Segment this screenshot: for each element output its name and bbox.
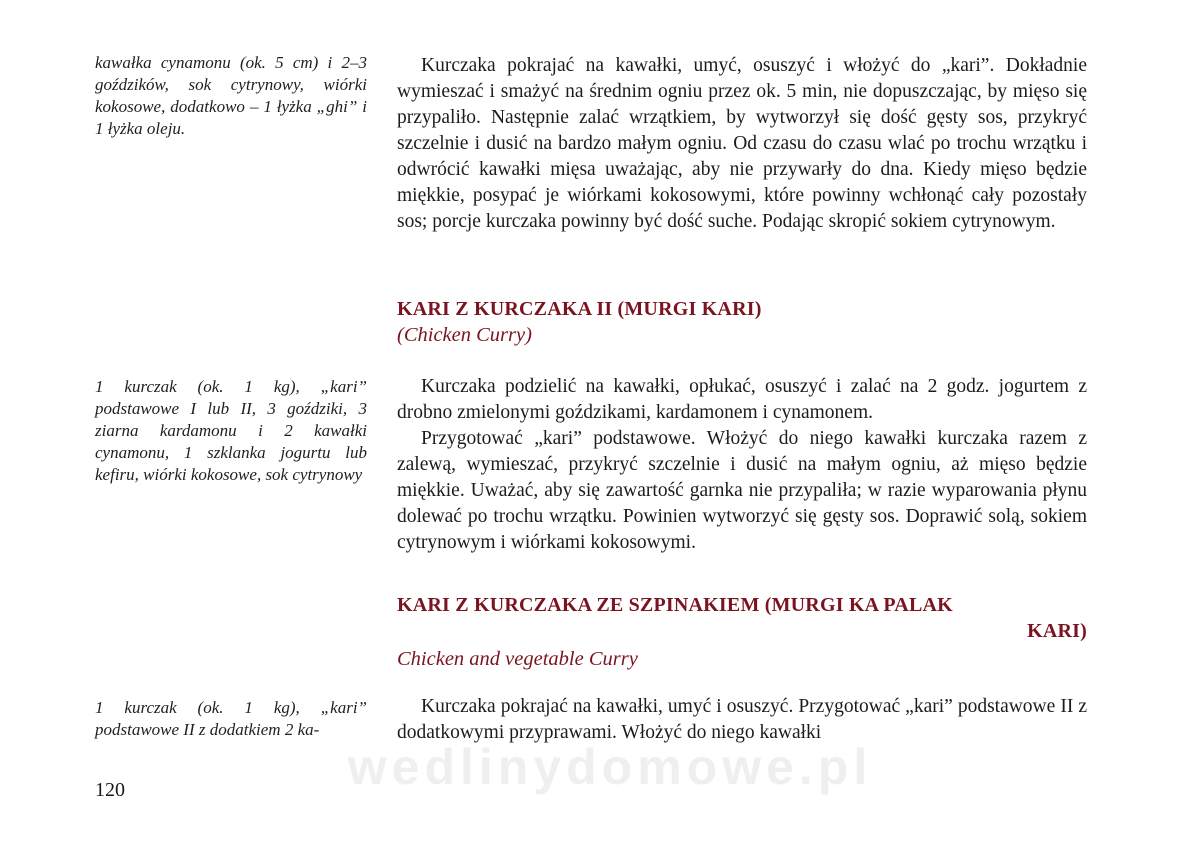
recipe-paragraph: Kurczaka pokrajać na kawałki, umyć, osuszyć i włożyć do „kari”. Dokładnie wymieszać i smażyć na średnim ogniu przez ok. 5 min, nie dopuszczając, by mięso się przypaliło. Następnie zalać wrzątkiem, by wytworzył się dość gęsty sos, przykryć szczelnie i dusić na bardzo małym ogniu. Od czasu do czasu wlać po trochu wrzątku i odwrócić kawałki mięsa uważając, aby nie przywarły do dna. Kiedy mięso będzie miękkie, posypać je wiórkami kokosowymi, które powinny wchłonąć cały pozostały sos; porcje kurczaka powinny być dość suche. Podając skropić sokiem cytrynowym. xyxy=(397,55,1087,232)
recipe-title: KARI Z KURCZAKA ZE SZPINAKIEM (MURGI KA PALAK xyxy=(397,594,953,616)
recipe-title-continued: KARI) xyxy=(1027,620,1087,642)
recipe-paragraph: Kurczaka pokrajać na kawałki, umyć i osuszyć. Przygotować „kari” podstawowe II z dodatkowymi przyprawami. Włożyć do niego kawałki xyxy=(397,696,1087,743)
watermark: wedlinydomowe.pl xyxy=(347,739,873,795)
ingredients-note-1 xyxy=(95,52,367,140)
recipe-heading-2 xyxy=(397,296,1087,348)
recipe-body-2 xyxy=(397,374,1087,556)
recipe-subtitle: Chicken and vegetable Curry xyxy=(397,648,638,670)
recipe-body-3 xyxy=(397,694,1087,746)
recipe-title: KARI Z KURCZAKA II (MURGI KARI) xyxy=(397,298,762,320)
recipe-subtitle: (Chicken Curry) xyxy=(397,324,532,346)
recipe-paragraph: Przygotować „kari” podstawowe. Włożyć do niego kawałki kurczaka razem z zalewą, wymieszać, przykryć szczelnie i dusić na małym ogniu, aż mięso będzie miękkie. Uważać, aby się zawartość garnka nie przypaliła; w razie wyparowania płynu dolewać po trochu wrzątku. Powinien wytworzyć się gęsty sos. Doprawić solą, sokiem cytrynowym i wiórkami kokosowymi. xyxy=(397,428,1087,553)
recipe-paragraph: Kurczaka podzielić na kawałki, opłukać, osuszyć i zalać na 2 godz. jogurtem z drobno zmielonymi goździkami, kardamonem i cynamonem. xyxy=(397,376,1087,423)
page-number: 120 xyxy=(95,779,125,801)
ingredients-text: 1 kurczak (ok. 1 kg), „kari” podstawowe II z dodatkiem 2 ka- xyxy=(95,698,367,739)
ingredients-text: 1 kurczak (ok. 1 kg), „kari” podstawowe I lub II, 3 goździki, 3 ziarna kardamonu i 2 kawałki cynamonu, 1 szklanka jogurtu lub kefiru, wiórki kokosowe, sok cytrynowy xyxy=(95,377,367,484)
recipe-body-1 xyxy=(397,53,1087,235)
ingredients-note-3 xyxy=(95,697,367,741)
recipe-heading-3 xyxy=(397,592,1087,672)
ingredients-text: kawałka cynamonu (ok. 5 cm) i 2–3 goździków, sok cytrynowy, wiórki kokosowe, dodatkowo – 1 łyżka „ghi” i 1 łyżka oleju. xyxy=(95,53,367,138)
ingredients-note-2 xyxy=(95,376,367,486)
